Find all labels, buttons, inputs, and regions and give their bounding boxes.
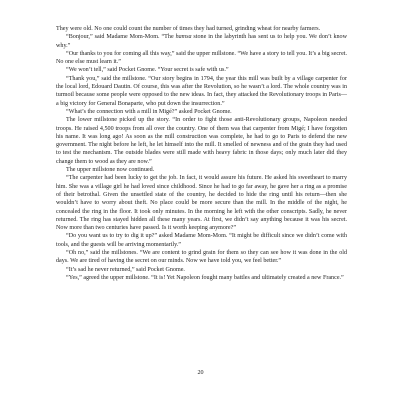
paragraph: “Our thanks to you for coming all this way,” said the upper millstone. “We have a story to tell you. It’s a big secret. No one else must learn it.” (56, 50, 347, 66)
page-number: 20 (197, 370, 204, 376)
paragraph: “The carpenter had been lucky to get the job. In fact, it would assure his future. He asked his sweetheart to marry him. She was a village girl he had loved since childhood. Since he had to go far away, he gave her a ring as a promise of their betrothal. Given the unsettled state of the country, he decided to hide the ring until his return—then she wouldn’t have to worry about theft. No place could be more secure than the mill. In the middle of the night, he concealed the ring in the floor. It took only minutes. In the morning he left with the other conscripts. Sadly, he never returned. The ring has stayed hidden all these many years. At first, we didn’t say anything because it was his secret. Now more than two centuries have passed. Is it worth keeping anymore?” (56, 175, 347, 232)
paragraph: “Bonjour,” said Madame Mom-Mom. “The hamsa stone in the labyrinth has sent us to help you. We don’t know why.” (56, 34, 347, 49)
emphasized-word: hamsa (175, 34, 192, 41)
paragraph: “We won’t tell,” said Pocket Gnome. “Your secret is safe with us.” (66, 67, 229, 74)
paragraph: The upper millstone now continued. (66, 167, 155, 174)
paragraph: “Yes,” agreed the upper millstone. “It is! Yet Napoleon fought many battles and ultimately created a new France.” (66, 274, 344, 281)
paragraph: “It’s sad he never returned,” said Pocket Gnome. (66, 266, 185, 273)
paragraph: “Thank you,” said the millstone. “Our story begins in 1794, the year this mill was built by a village carpenter for the local lord, Edouard Dautin. Of course, this was after the Revolution, so he wasn’t a lord. The whole country was in turmoil because some people were opposed to the new ideas. In fact, they attacked the Revolutionary troops in Paris—a big victory for General Bonaparte, who put down the insurrection.” (56, 75, 347, 107)
paragraph: They were old. No one could count the number of times they had turned, grinding wheat for nearby farmers. (56, 26, 321, 32)
paragraph: “What’s the connection with a mill in Migé?” asked Pocket Gnome. (66, 108, 232, 115)
page-body (56, 25, 347, 282)
paragraph: “Oh no,” said the millstones. “We are content to grind grain for them so they can see how it was done in the old days. We are tired of having the secret on our minds. Now we have told you, we feel better.” (56, 250, 347, 265)
paragraph: “Do you want us to try to dig it up?” asked Madame Mom-Mom. “It might be difficult since we didn’t come with tools, and the guests will be arriving momentarily.” (56, 233, 347, 248)
paragraph: The lower millstone picked up the story. “In order to fight those anti-Revolutionary groups, Napoleon needed troops. He raised 4,500 troops from all over the country. One of them was that carpenter from Migé; I have forgotten his name. It was long ago! As soon as the mill construction was complete, he had to go to Paris to defend the new government. The night before he left, he let himself into the mill. It smelled of newness and of the grain they had used to test the mechanism. The outside blades were still made with heavy fabric in those days; only much later did they change them to wood as they are now.” (56, 117, 347, 165)
